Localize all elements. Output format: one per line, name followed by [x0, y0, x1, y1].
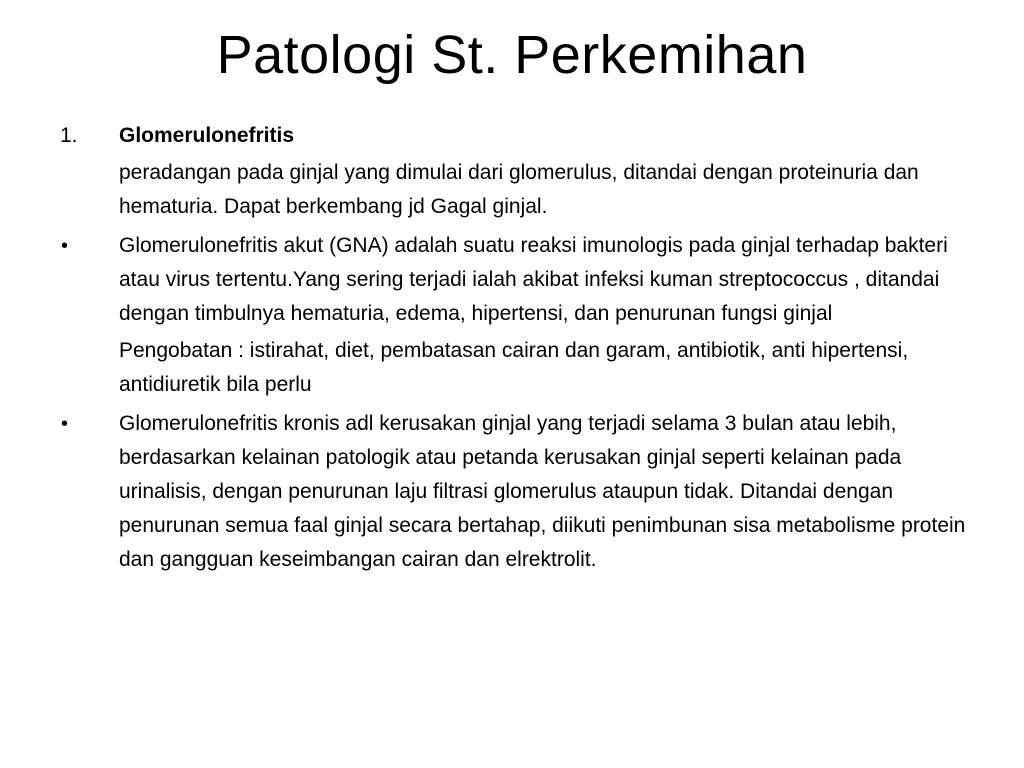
bullet-icon: •: [61, 235, 69, 257]
bullet-item-acute: [60, 229, 970, 331]
bullet-icon: •: [61, 413, 69, 435]
bullet-text: Glomerulonefritis kronis adl kerusakan ginjal yang terjadi selama 3 bulan atau lebih, berdasarkan kelainan patologik atau petanda kerusakan ginjal seperti kelainan pada urinalisis, dengan penurunan laju filtrasi glomerulus ataupun tidak. Ditandai dengan penurunan semua faal ginjal secara bertahap, diikuti penimbunan sisa metabolisme protein dan gangguan keseimbangan cairan dan elrektrolit.: [119, 412, 966, 571]
treatment-paragraph: Pengobatan : istirahat, diet, pembatasan cairan dan garam, antibiotik, anti hipertensi, antidiuretik bila perlu: [119, 339, 909, 396]
definition-paragraph: peradangan pada ginjal yang dimulai dari glomerulus, ditandai dengan proteinuria dan hematuria. Dapat berkembang jd Gagal ginjal.: [119, 161, 919, 218]
slide-content: [60, 119, 970, 577]
list-number: 1.: [60, 124, 78, 147]
bullet-text: Glomerulonefritis akut (GNA) adalah suatu reaksi imunologis pada ginjal terhadap bakteri atau virus tertentu.Yang sering terjadi ialah akibat infeksi kuman streptococcus , ditandai dengan timbulnya hematuria, edema, hipertensi, dan penurunan fungsi ginjal: [119, 234, 948, 325]
numbered-item-heading: [60, 119, 970, 153]
slide-title: Patologi St. Perkemihan: [216, 25, 808, 85]
bullet-item-chronic: [60, 407, 970, 577]
section-heading: Glomerulonefritis: [119, 124, 295, 147]
